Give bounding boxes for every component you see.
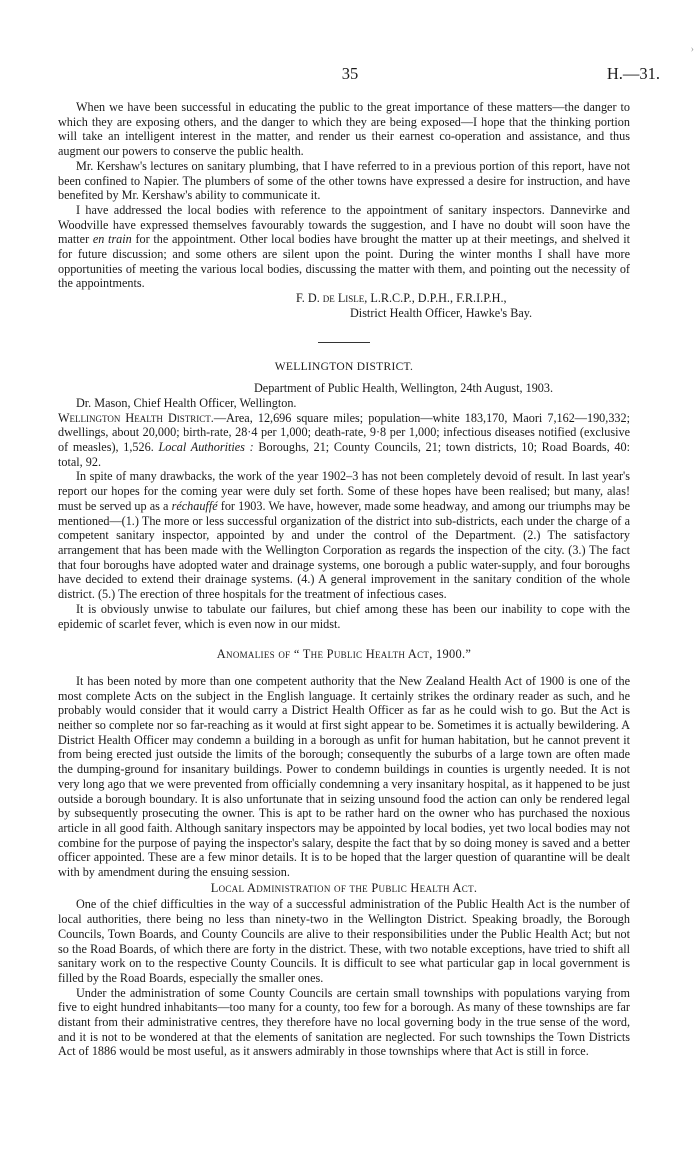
local-administration-paragraph-2: Under the administration of some County Councils are certain small townships with populations varying from five to eight hundred inhabitants—too many for a county, too few for a borough. As many of these townships are far distant from their administrative centres, they therefore have no local governing body in the true sense of the word, and it is not to be wondered at that the elements of sanitation are neglected. For such townships the Town Districts Act of 1886 would be most useful, as it answers admirably in those townships where that Act is still in force. (58, 985, 630, 1059)
page-number: 35 (341, 64, 359, 83)
page-header (0, 64, 700, 88)
section-divider (318, 342, 370, 343)
signature-initials: F. D. (296, 291, 323, 306)
intro-paragraph-3 (58, 203, 630, 291)
intro-paragraph-3-italic: en train (92, 232, 132, 247)
district-statistics (58, 411, 630, 470)
district-statistics-italic: Local Authorities : (158, 440, 254, 455)
local-administration-heading: Local Administration of the Public Health Act. (210, 880, 478, 895)
document-reference: H.—31. (606, 64, 660, 83)
intro-paragraph-1: When we have been successful in educating the public to the great importance of these matters—the danger to which they are exposing others, and the danger to which they are being exposed—I hope that the thinking portion will take an intelligent interest in the matter, and render us their earnest co-operation and assistance, and thus augment our powers to conserve the public health. (58, 100, 630, 159)
signature-surname: de Lisle (322, 291, 365, 306)
wellington-paragraph-1 (58, 469, 630, 601)
department-line: Department of Public Health, Wellington, 24th August, 1903. (254, 381, 554, 396)
intro-paragraph-2: Mr. Kershaw's lectures on sanitary plumbing, that I have referred to in a previous portion of this report, have not been confined to Napier. The plumbers of some of the other towns have expressed a desire for instruction, and have benefited by Mr. Kershaw's ability to communicate it. (58, 158, 630, 203)
page-body (58, 100, 630, 1059)
signature-title: District Health Officer, Hawke's Bay. (350, 305, 533, 320)
district-statistics-text-cont: Boroughs, 21; County Councils, 21; town districts, 10; Road Boards, 40: total, 92. (58, 440, 630, 469)
margin-mark: › (690, 44, 694, 55)
wellington-heading: WELLINGTON DISTRICT. (274, 360, 414, 373)
intro-paragraph-3-text-cont: for the appointment. Other local bodies have brought the matter up at their meetings, and shelved it for future discussion; and some others are silent upon the point. During the winter months I shall have more opportunities of meeting the various local bodies, discussing the matter with them, and pointing out the necessity of the appointments. (58, 232, 630, 291)
district-statistics-label: Wellington Health District (58, 410, 211, 425)
wellington-paragraph-2: It is obviously unwise to tabulate our failures, but chief among these has been our inability to cope with the epidemic of scarlet fever, which is even now in our midst. (58, 601, 630, 631)
signature-name (58, 291, 630, 306)
local-administration-paragraph-1: One of the chief difficulties in the way of a successful administration of the Public Health Act is the number of local authorities, there being no less than ninety-two in the Wellington District. Speaking broadly, the Borough Councils, Town Boards, and County Councils are alive to their responsibilities under the Public Health Act; but not so the Road Boards, of which there are forty in the district. These, with two notable exceptions, have tried to shift all sanitary work on to the respective County Councils. It is difficult to see what particular gap in local government is filled by the Road Boards, especially the smaller ones. (58, 897, 630, 985)
intro-paragraph-3-text: I have addressed the local bodies with reference to the appointment of sanitary inspectors. Dannevirke and Woodville have expressed themselves favourably towards the suggestion, and I have no doubt will soon have the matter (58, 202, 630, 247)
district-statistics-text: .—Area, 12,696 square miles; population—white 183,170, Maori 7,162—190,332; dwellings, about 20,000; birth-rate, 28·4 per 1,000; death-rate, 9·8 per 1,000; infectious diseases notified (exclusive of measles), 1,526. (58, 410, 630, 455)
wellington-paragraph-1-italic: réchauffé (171, 498, 218, 513)
anomalies-heading: Anomalies of “ The Public Health Act, 1900.” (216, 647, 472, 662)
wellington-paragraph-1-text-cont: for 1903. We have, however, made some headway, and among our triumphs may be mentioned—(1.) The more or less successful organization of the district into sub-districts, each under the charge of a competent sanitary inspector, appointed by and under the control of the Department. (2.) The satisfactory arrangement that has been made with the Wellington Corporation as regards the inspection of the city. (3.) The fact that four boroughs have adopted water and drainage systems, one borough a public water-supply, and four boroughs have decided to extend their drainage systems. (4.) A general improvement in the sanitary condition of the whole district. (5.) The erection of three hospitals for the treatment of infectious cases. (58, 498, 630, 602)
salutation: Dr. Mason, Chief Health Officer, Wellington. (76, 395, 297, 410)
wellington-paragraph-1-text: In spite of many drawbacks, the work of the year 1902–3 has not been completely devoid of result. In last year's report our hopes for the coming year were duly set forth. Some of these hopes have been realised; but many, alas! must be served up as a (58, 469, 630, 513)
anomalies-paragraph: It has been noted by more than one competent authority that the New Zealand Health Act of 1900 is one of the most complete Acts on the subject in the English language. It certainly strikes the ordinary reader as such, and he probably would consider that it would carry a District Health Officer as far as he could wish to go. But the Act is neither so complete nor so far-reaching as it would at first sight appear to be. Sometimes it is actually bewildering. A District Health Officer may condemn a building in a borough as unfit for human habitation, but he cannot prevent it from being erected just outside the limits of the borough; consequently the suburbs of a large town are often made the dumping-ground for insanitary buildings. Power to condemn buildings in counties is urgently needed. It is not very long ago that we were prevented from officially condemning a very insanitary hospital, as it happened to be just outside a borough boundary. It is also unfortunate that in seizing unsound food the action can only be rendered legal by subsequently prosecuting the owner. This is apt to be rather hard on the owner who has purchased the noxious article in all good faith. Although sanitary inspectors may be appointed by local bodies, yet two local bodies may not combine for the purpose of paying the inspector's salary, despite the fact that by so doing money is saved and a better officer appointed. These are a few minor details. It is to be hoped that the larger question of quarantine will be dealt with by amendment during the ensuing session. (58, 673, 630, 880)
signature-qualifications: , L.R.C.P., D.P.H., F.R.I.P.H., (364, 291, 507, 306)
